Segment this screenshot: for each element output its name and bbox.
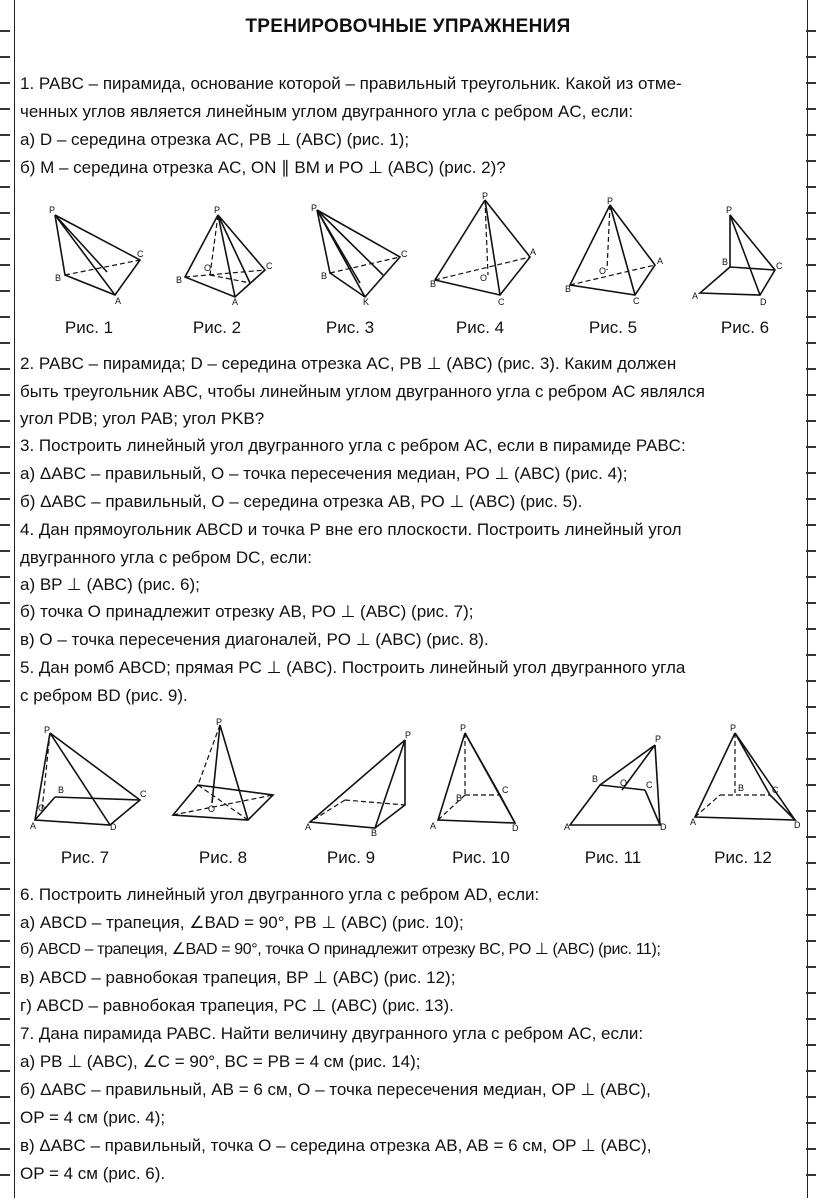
margin-tick	[806, 160, 816, 162]
figure-edge	[345, 800, 405, 805]
margin-tick	[0, 82, 10, 84]
margin-tick	[806, 1148, 816, 1150]
margin-tick	[806, 602, 816, 604]
margin-tick	[806, 992, 816, 994]
margin-tick	[806, 446, 816, 448]
text-line: 4. Дан прямоугольник ABCD и точка P вне его плоскости. Построить линейный угол	[20, 520, 682, 539]
figure-edge	[695, 795, 720, 817]
margin-tick	[0, 602, 10, 604]
figure-edge	[730, 215, 760, 295]
vertex-label: P	[607, 196, 614, 206]
figure-edge	[607, 205, 610, 270]
text-line: б) точка O принадлежит отрезку AB, PO ⊥ (ABC) (рис. 7);	[20, 602, 474, 621]
figure-caption: Рис. 12	[714, 848, 772, 867]
margin-tick	[806, 862, 816, 864]
figure-edge	[695, 733, 795, 820]
figure-edge	[465, 733, 515, 823]
vertex-label: P	[460, 723, 467, 733]
margin-tick	[0, 238, 10, 240]
vertex-label: P	[311, 203, 318, 213]
margin-tick	[0, 1044, 10, 1046]
figure-9	[305, 730, 425, 838]
margin-tick	[0, 316, 10, 318]
figure-caption: Рис. 5	[588, 318, 638, 337]
text-line: 7. Дана пирамида PABC. Найти величину двугранного угла с ребром AC, если:	[20, 1024, 644, 1043]
vertex-label: O	[38, 803, 46, 813]
margin-tick	[806, 914, 816, 916]
figure-edge	[655, 745, 660, 825]
vertex-label: D	[660, 822, 667, 832]
text-line: б) M – середина отрезка AC, ON ∥ BM и PO ⊥ (ABC) (рис. 2)?	[20, 158, 506, 177]
text-line: OP = 4 см (рис. 4);	[20, 1108, 166, 1127]
figure-edge	[310, 800, 345, 822]
margin-tick	[0, 992, 10, 994]
text-line: б) ABCD – трапеция, ∠BAD = 90°, точка O принадлежит отрезку BC, PO ⊥ (ABC) (рис. 11);	[20, 941, 661, 958]
margin-tick	[0, 394, 10, 396]
vertex-label: B	[430, 279, 437, 289]
margin-tick	[0, 1122, 10, 1124]
figure-edge	[50, 733, 110, 825]
margin-tick	[806, 940, 816, 942]
vertex-label: C	[498, 297, 505, 307]
vertex-label: O	[208, 804, 216, 814]
figure-edge	[330, 257, 400, 273]
figure-edge	[730, 267, 775, 270]
margin-tick	[0, 1174, 10, 1176]
margin-tick	[0, 836, 10, 838]
left-margin-ticks	[0, 0, 10, 1200]
margin-tick	[806, 1122, 816, 1124]
margin-tick	[0, 732, 10, 734]
vertex-label: B	[58, 785, 65, 795]
vertex-label: D	[760, 297, 767, 307]
vertex-label: P	[482, 191, 489, 201]
margin-tick	[0, 160, 10, 162]
text-line: с ребром BD (рис. 9).	[20, 686, 188, 705]
vertex-label: D	[512, 823, 519, 833]
vertex-label: C	[772, 785, 779, 795]
figure-caption: Рис. 3	[325, 318, 375, 337]
figure-caption: Рис. 8	[198, 848, 248, 867]
margin-tick	[0, 888, 10, 890]
figure-edge	[185, 270, 265, 277]
margin-tick	[0, 654, 10, 656]
figure-11	[560, 730, 680, 830]
vertex-label: A	[564, 822, 571, 832]
margin-tick	[806, 186, 816, 188]
text-line: а) D – середина отрезка AC, PB ⊥ (ABC) (рис. 1);	[20, 130, 410, 149]
right-margin-ticks	[806, 0, 816, 1200]
vertex-label: C	[776, 261, 783, 271]
figure-5	[565, 196, 675, 306]
vertex-label: B	[176, 275, 183, 285]
text-line: а) ABCD – трапеция, ∠BAD = 90°, PB ⊥ (ABC) (рис. 10);	[20, 913, 464, 932]
margin-tick	[0, 446, 10, 448]
vertex-label: B	[55, 273, 62, 283]
margin-tick	[806, 368, 816, 370]
margin-tick	[806, 394, 816, 396]
text-line: 5. Дан ромб ABCD; прямая PC ⊥ (ABC). Построить линейный угол двугранного угла	[20, 658, 686, 677]
figure-caption: Рис. 11	[584, 848, 642, 867]
margin-tick	[0, 134, 10, 136]
text-line: б) ΔABC – правильный, AB = 6 см, O – точка пересечения медиан, OP ⊥ (ABC),	[20, 1080, 651, 1099]
text-line: 3. Построить линейный угол двугранного угла с ребром AC, если в пирамиде PABC:	[20, 436, 686, 455]
figure-edge	[570, 265, 655, 285]
margin-tick	[0, 680, 10, 682]
margin-tick	[0, 1148, 10, 1150]
figure-edge	[35, 733, 140, 825]
margin-tick	[0, 420, 10, 422]
margin-tick	[0, 212, 10, 214]
margin-tick	[806, 654, 816, 656]
vertex-label: A	[305, 822, 312, 832]
figure-edge	[220, 725, 248, 820]
vertex-label: P	[44, 725, 51, 735]
figure-caption: Рис. 10	[452, 848, 510, 867]
vertex-label: B	[371, 828, 378, 838]
margin-tick	[0, 1018, 10, 1020]
figure-edge	[485, 200, 500, 295]
margin-tick	[0, 706, 10, 708]
figure-edge	[185, 215, 265, 297]
vertex-label: C	[633, 296, 640, 306]
margin-tick	[806, 420, 816, 422]
margin-tick	[806, 576, 816, 578]
vertex-label: O	[204, 263, 212, 273]
vertex-label: P	[730, 723, 737, 733]
figure-caption: Рис. 2	[192, 318, 242, 337]
margin-tick	[806, 498, 816, 500]
vertex-label: C	[266, 261, 273, 271]
figure-edge	[55, 797, 140, 800]
figure-edge	[570, 205, 655, 295]
figure-8	[168, 717, 288, 830]
vertex-label: P	[214, 205, 221, 215]
margin-tick	[0, 186, 10, 188]
margin-tick	[806, 212, 816, 214]
margin-tick	[806, 56, 816, 58]
vertex-label: A	[115, 296, 122, 306]
margin-tick	[0, 914, 10, 916]
vertex-label: D	[110, 822, 117, 832]
margin-tick	[806, 82, 816, 84]
text-line: в) ABCD – равнобокая трапеция, BP ⊥ (ABC) (рис. 12);	[20, 968, 456, 987]
margin-tick	[806, 108, 816, 110]
vertex-label: B	[738, 783, 745, 793]
margin-tick	[0, 862, 10, 864]
vertex-label: A	[690, 817, 697, 827]
margin-tick	[806, 290, 816, 292]
vertex-label: B	[321, 271, 328, 281]
vertex-label: O	[480, 273, 488, 283]
margin-tick	[0, 290, 10, 292]
margin-tick	[806, 264, 816, 266]
vertex-label: B	[456, 793, 463, 803]
text-line: угол PDB; угол PAB; угол PKB?	[20, 409, 265, 428]
figure-10	[430, 723, 540, 833]
margin-tick	[806, 1018, 816, 1020]
text-line: б) ΔABC – правильный, O – середина отрезка AB, PO ⊥ (ABC) (рис. 5).	[20, 492, 583, 511]
margin-tick	[0, 784, 10, 786]
margin-tick	[0, 940, 10, 942]
margin-tick	[0, 498, 10, 500]
figure-edge	[218, 215, 235, 297]
text-line: в) O – точка пересечения диагоналей, PO ⊥ (ABC) (рис. 8).	[20, 630, 489, 649]
margin-tick	[0, 758, 10, 760]
vertex-label: C	[140, 789, 147, 799]
figure-7	[30, 725, 150, 830]
margin-tick	[806, 524, 816, 526]
figure-1	[45, 205, 145, 305]
vertex-label: A	[530, 247, 537, 257]
margin-tick	[806, 706, 816, 708]
margin-tick	[0, 472, 10, 474]
vertex-label: P	[49, 205, 56, 215]
text-line: в) ΔABC – правильный, точка O – середина отрезка AB, AB = 6 см, OP ⊥ (ABC),	[20, 1136, 652, 1155]
figure-caption: Рис. 4	[455, 318, 505, 337]
margin-tick	[0, 342, 10, 344]
margin-tick	[0, 550, 10, 552]
text-line: 1. PABC – пирамида, основание которой – правильный треугольник. Какой из отме-	[20, 74, 682, 93]
vertex-label: P	[655, 734, 662, 744]
figure-caption: Рис. 9	[326, 848, 376, 867]
vertex-label: K	[363, 297, 370, 307]
margin-tick	[0, 108, 10, 110]
margin-tick	[806, 836, 816, 838]
vertex-label: C	[137, 249, 144, 259]
margin-tick	[0, 56, 10, 58]
page-title: ТРЕНИРОВОЧНЫЕ УПРАЖНЕНИЯ	[245, 16, 571, 37]
margin-tick	[0, 1096, 10, 1098]
margin-tick	[806, 1174, 816, 1176]
figure-caption: Рис. 6	[720, 318, 770, 337]
vertex-label: A	[232, 297, 239, 307]
margin-tick	[806, 472, 816, 474]
text-line: а) ΔABC – правильный, O – точка пересечения медиан, PO ⊥ (ABC) (рис. 4);	[20, 464, 628, 483]
figure-3	[305, 205, 415, 305]
figure-2	[170, 205, 280, 305]
vertex-label: P	[216, 717, 223, 727]
margin-tick	[806, 680, 816, 682]
figure-caption: Рис. 1	[64, 318, 114, 337]
text-line: быть треугольник ABC, чтобы линейным углом двугранного угла с ребром AC являлся	[20, 382, 705, 401]
margin-tick	[0, 264, 10, 266]
figure-6	[690, 205, 800, 305]
margin-tick	[0, 628, 10, 630]
margin-tick	[0, 966, 10, 968]
figure-12	[690, 725, 810, 830]
vertex-label: A	[30, 821, 37, 831]
margin-tick	[806, 1044, 816, 1046]
margin-tick	[0, 810, 10, 812]
vertex-label: O	[620, 778, 628, 788]
vertex-label: C	[401, 249, 408, 259]
text-line: а) PB ⊥ (ABC), ∠C = 90°, BC = PB = 4 см (рис. 14);	[20, 1052, 421, 1071]
figure-edge	[735, 733, 795, 820]
margin-tick	[0, 576, 10, 578]
text-line: двугранного угла с ребром DC, если:	[20, 548, 312, 567]
vertex-label: C	[646, 780, 653, 790]
vertex-label: P	[405, 730, 412, 740]
text-line: 6. Построить линейный угол двугранного угла с ребром AD, если:	[20, 885, 540, 904]
text-line: ченных углов является линейным углом двугранного угла с ребром AC, если:	[20, 102, 634, 121]
text-line: OP = 4 см (рис. 6).	[20, 1164, 166, 1183]
vertex-label: B	[565, 284, 572, 294]
margin-tick	[806, 966, 816, 968]
margin-tick	[0, 368, 10, 370]
figure-4	[430, 191, 540, 307]
vertex-label: A	[657, 256, 664, 266]
vertex-label: A	[692, 291, 699, 301]
figure-caption: Рис. 7	[60, 848, 110, 867]
figure-edge	[173, 785, 273, 820]
margin-tick	[806, 550, 816, 552]
vertex-label: B	[592, 774, 599, 784]
text-line: 2. PABC – пирамида; D – середина отрезка AC, PB ⊥ (ABC) (рис. 3). Каким должен	[20, 354, 677, 373]
margin-tick	[806, 316, 816, 318]
vertex-label: P	[726, 205, 733, 215]
figure-edge	[55, 215, 140, 295]
text-line: а) BP ⊥ (ABC) (рис. 6);	[20, 575, 200, 594]
vertex-label: C	[502, 785, 509, 795]
vertex-label: A	[430, 821, 437, 831]
figure-edge	[610, 205, 635, 295]
text-line: г) ABCD – равнобокая трапеция, PC ⊥ (ABC) (рис. 13).	[20, 996, 454, 1015]
margin-tick	[806, 342, 816, 344]
margin-tick	[806, 238, 816, 240]
margin-tick	[806, 628, 816, 630]
margin-tick	[806, 1096, 816, 1098]
margin-tick	[806, 134, 816, 136]
margin-tick	[806, 1070, 816, 1072]
vertex-label: D	[794, 820, 801, 830]
margin-tick	[0, 524, 10, 526]
margin-tick	[806, 888, 816, 890]
figure-edge	[700, 215, 775, 295]
vertex-label: O	[599, 266, 607, 276]
vertex-label: B	[722, 257, 729, 267]
figure-edge	[438, 733, 515, 823]
margin-tick	[0, 1070, 10, 1072]
